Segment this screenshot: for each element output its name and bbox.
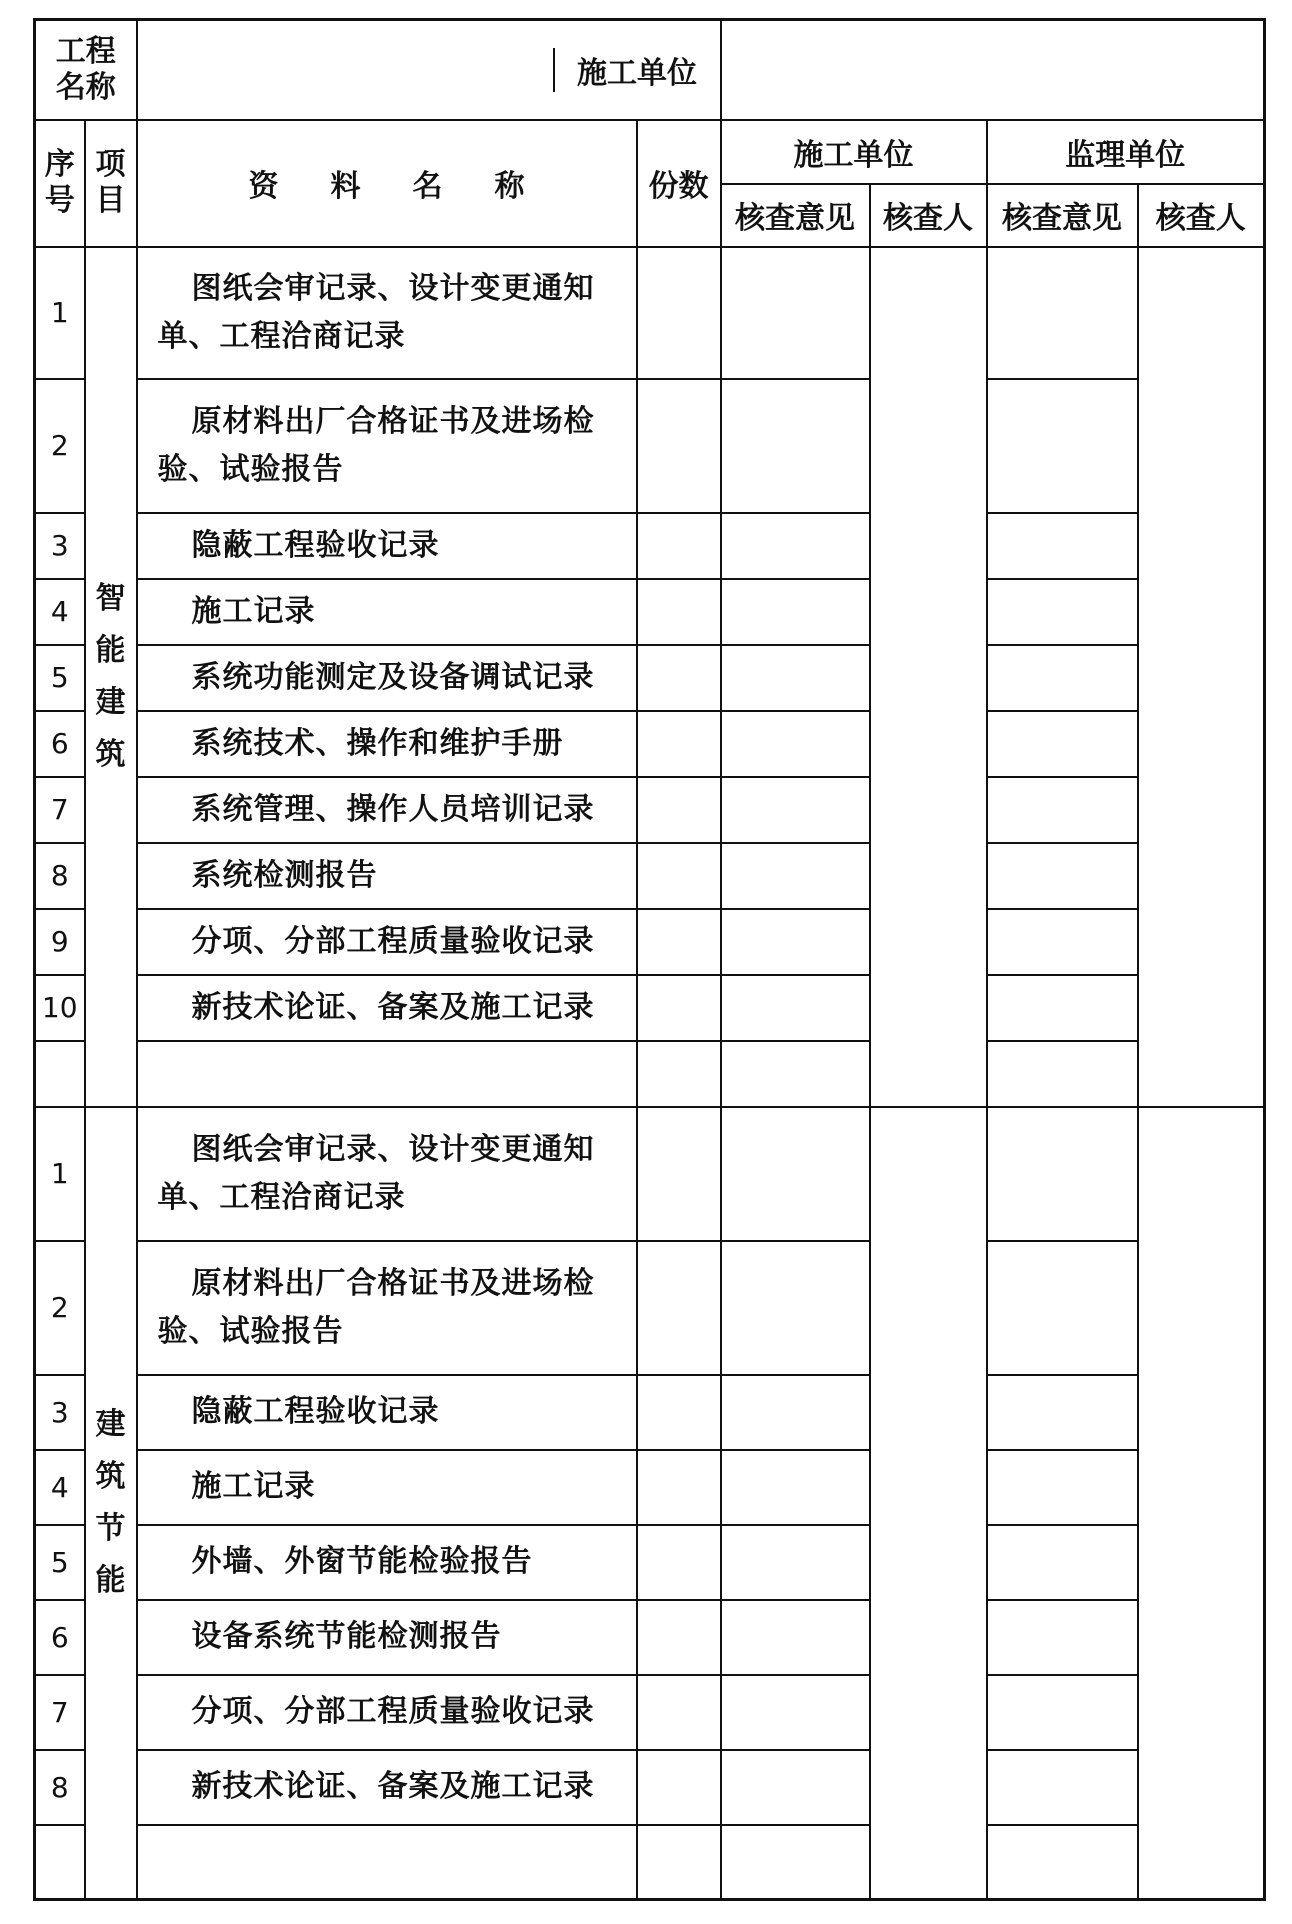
doc-name-cell — [137, 1600, 637, 1675]
doc-name-text: 外墙、外窗节能检验报告 — [191, 1544, 533, 1579]
copies-cell[interactable] — [637, 975, 721, 1041]
seq-header: 序 号 — [35, 120, 85, 247]
table-row — [35, 711, 1265, 777]
doc-name-text: 设备系统节能检测报告 — [191, 1619, 502, 1654]
doc-name-line-2: 验、试验报告 — [157, 451, 344, 487]
doc-name-cell — [137, 1241, 637, 1375]
supervisor-opinion-cell[interactable] — [987, 645, 1138, 711]
category-label: 建筑节能 — [85, 1107, 137, 1900]
supervisor-opinion-cell[interactable] — [987, 1041, 1138, 1107]
doc-name-line-1 — [158, 1126, 622, 1174]
doc-name-cell — [137, 1041, 637, 1107]
doc-name-text: 系统技术、操作和维护手册 — [191, 725, 564, 761]
table-row — [35, 909, 1265, 975]
doc-name-line-1 — [158, 522, 622, 570]
contractor-opinion-cell[interactable] — [721, 1241, 870, 1375]
copies-cell[interactable] — [637, 1375, 721, 1450]
table-row — [35, 777, 1265, 843]
table-row — [35, 1825, 1265, 1900]
contractor-opinion-cell[interactable] — [721, 1041, 870, 1107]
doc-name-text: 施工记录 — [191, 1469, 316, 1504]
doc-name-cell — [137, 975, 637, 1041]
doc-name-cell — [137, 777, 637, 843]
row-number: 2 — [35, 1241, 85, 1375]
doc-name-cell — [137, 579, 637, 645]
contractor-opinion-cell[interactable] — [721, 1825, 870, 1900]
table-row — [35, 1525, 1265, 1600]
doc-name-cell — [137, 1675, 637, 1750]
contractor-opinion-cell[interactable] — [721, 379, 870, 513]
table-row — [35, 1450, 1265, 1525]
row-number: 6 — [35, 1600, 85, 1675]
doc-name-text: 分项、分部工程质量验收记录 — [191, 923, 595, 959]
doc-name-text: 系统功能测定及设备调试记录 — [191, 659, 595, 695]
copies-cell[interactable] — [637, 711, 721, 777]
supervisor-opinion-cell[interactable] — [987, 975, 1138, 1041]
contractor-opinion-cell[interactable] — [721, 1107, 870, 1241]
table-row — [35, 247, 1265, 379]
doc-name-cell — [137, 513, 637, 579]
row-number — [35, 1041, 85, 1107]
row-number: 6 — [35, 711, 85, 777]
row-number: 3 — [35, 513, 85, 579]
doc-name-text: 原材料出厂合格证书及进场检 — [191, 1265, 595, 1301]
doc-name-cell — [137, 1750, 637, 1825]
supervisor-opinion-cell[interactable] — [987, 1600, 1138, 1675]
copies-cell[interactable] — [637, 1041, 721, 1107]
table-row — [35, 579, 1265, 645]
supervisor-opinion-cell[interactable] — [987, 1375, 1138, 1450]
doc-name-line-1 — [158, 1613, 622, 1661]
contractor-opinion-cell[interactable] — [721, 1375, 870, 1450]
contractor-opinion-cell[interactable] — [721, 1450, 870, 1525]
doc-name-cell — [137, 711, 637, 777]
row-number: 2 — [35, 379, 85, 513]
supervisor-opinion-cell[interactable] — [987, 1675, 1138, 1750]
copies-cell[interactable] — [637, 513, 721, 579]
copies-cell[interactable] — [637, 843, 721, 909]
supervisor-group-header: 监理单位 — [987, 120, 1265, 184]
doc-name-text: 隐蔽工程验收记录 — [191, 1394, 440, 1429]
supervisor-opinion-cell[interactable] — [987, 843, 1138, 909]
doc-name-cell — [137, 843, 637, 909]
doc-name-line-2: 验、试验报告 — [157, 1313, 344, 1349]
table-row — [35, 1241, 1265, 1375]
supervisor-opinion-cell[interactable] — [987, 379, 1138, 513]
supervisor-opinion-header: 核查意见 — [987, 184, 1138, 247]
doc-name-text: 图纸会审记录、设计变更通知 — [191, 270, 595, 306]
doc-name-line-1 — [158, 918, 622, 966]
doc-name-line-1 — [158, 1463, 622, 1511]
contractor-opinion-cell[interactable] — [721, 711, 870, 777]
doc-name-text: 新技术论证、备案及施工记录 — [191, 1769, 595, 1804]
copies-cell[interactable] — [637, 379, 721, 513]
contractor-opinion-cell[interactable] — [721, 579, 870, 645]
table-row — [35, 1375, 1265, 1450]
supervisor-opinion-cell[interactable] — [987, 1750, 1138, 1825]
doc-name-cell — [137, 379, 637, 513]
contractor-opinion-cell[interactable] — [721, 1600, 870, 1675]
table-row — [35, 645, 1265, 711]
table-row — [35, 1107, 1265, 1241]
row-number: 4 — [35, 579, 85, 645]
doc-name-line-1 — [158, 654, 622, 702]
doc-name-line-1 — [158, 852, 622, 900]
contractor-opinion-header: 核查意见 — [721, 184, 870, 247]
contractor-opinion-cell[interactable] — [721, 777, 870, 843]
copies-cell[interactable] — [637, 1825, 721, 1900]
copies-cell[interactable] — [637, 247, 721, 379]
supervisor-opinion-cell[interactable] — [987, 711, 1138, 777]
doc-name-cell — [137, 1450, 637, 1525]
copies-cell[interactable] — [637, 777, 721, 843]
copies-cell[interactable] — [637, 1525, 721, 1600]
row-number: 1 — [35, 1107, 85, 1241]
supervisor-opinion-cell[interactable] — [987, 1241, 1138, 1375]
contractor-label: 施工单位 — [553, 48, 720, 92]
supervisor-checker-cell[interactable] — [1138, 1107, 1265, 1900]
contractor-opinion-cell[interactable] — [721, 975, 870, 1041]
table-row — [35, 843, 1265, 909]
copies-cell[interactable] — [637, 909, 721, 975]
table-row — [35, 975, 1265, 1041]
table-row — [35, 1600, 1265, 1675]
contractor-opinion-cell[interactable] — [721, 909, 870, 975]
copies-cell[interactable] — [637, 645, 721, 711]
table-row — [35, 1041, 1265, 1107]
supervisor-opinion-cell[interactable] — [987, 909, 1138, 975]
doc-name-header: 资 料 名 称 — [137, 120, 637, 247]
table-row — [35, 1750, 1265, 1825]
copies-header: 份数 — [637, 120, 721, 247]
doc-name-text: 系统管理、操作人员培训记录 — [191, 791, 595, 827]
doc-name-cell — [137, 1825, 637, 1900]
row-number — [35, 1825, 85, 1900]
doc-name-text: 隐蔽工程验收记录 — [191, 527, 440, 563]
row-number: 8 — [35, 843, 85, 909]
contractor-opinion-cell[interactable] — [721, 645, 870, 711]
supervisor-opinion-cell[interactable] — [987, 777, 1138, 843]
contractor-opinion-cell[interactable] — [721, 1675, 870, 1750]
project-name-field[interactable] — [137, 20, 721, 120]
doc-name-cell — [137, 645, 637, 711]
contractor-checker-header: 核查人 — [870, 184, 987, 247]
table-row — [35, 513, 1265, 579]
doc-name-line-1 — [158, 1538, 622, 1586]
contractor-opinion-cell[interactable] — [721, 843, 870, 909]
contractor-opinion-cell[interactable] — [721, 247, 870, 379]
row-number: 7 — [35, 1675, 85, 1750]
row-number: 1 — [35, 247, 85, 379]
contractor-opinion-cell[interactable] — [721, 1525, 870, 1600]
supervisor-opinion-cell[interactable] — [987, 1107, 1138, 1241]
supervisor-opinion-cell[interactable] — [987, 579, 1138, 645]
row-number: 4 — [35, 1450, 85, 1525]
table-row — [35, 379, 1265, 513]
doc-name-line-2: 单、工程洽商记录 — [157, 318, 406, 354]
contractor-opinion-cell[interactable] — [721, 513, 870, 579]
copies-cell[interactable] — [637, 1450, 721, 1525]
supervisor-opinion-cell[interactable] — [987, 513, 1138, 579]
contractor-checker-cell[interactable] — [870, 247, 987, 1107]
doc-name-line-1 — [158, 588, 622, 636]
doc-name-text: 新技术论证、备案及施工记录 — [191, 989, 595, 1025]
copies-cell[interactable] — [637, 1675, 721, 1750]
project-name-label: 工程 名称 — [35, 20, 137, 120]
row-number: 9 — [35, 909, 85, 975]
document-checklist-table — [33, 18, 1266, 1901]
doc-name-line-1 — [158, 1688, 622, 1736]
doc-name-line-1 — [158, 1260, 622, 1308]
category-label: 智能建筑 — [85, 247, 137, 1107]
doc-name-line-2: 单、工程洽商记录 — [157, 1179, 406, 1215]
row-number: 5 — [35, 1525, 85, 1600]
doc-name-line-1 — [158, 1763, 622, 1811]
doc-name-cell — [137, 909, 637, 975]
row-number: 10 — [35, 975, 85, 1041]
doc-name-line-1 — [158, 720, 622, 768]
doc-name-text: 施工记录 — [191, 593, 316, 629]
doc-name-line-1 — [158, 265, 622, 313]
doc-name-line-1 — [158, 1388, 622, 1436]
checklist-form — [33, 18, 1266, 1901]
row-number: 3 — [35, 1375, 85, 1450]
row-number: 8 — [35, 1750, 85, 1825]
doc-name-line-1 — [158, 1838, 622, 1886]
copies-cell[interactable] — [637, 1750, 721, 1825]
copies-cell[interactable] — [637, 579, 721, 645]
supervisor-opinion-cell[interactable] — [987, 1450, 1138, 1525]
supervisor-checker-header: 核查人 — [1138, 184, 1265, 247]
doc-name-line-1 — [158, 1050, 622, 1098]
column-header-row-1 — [35, 120, 1265, 184]
doc-name-text: 图纸会审记录、设计变更通知 — [191, 1131, 595, 1167]
doc-name-text: 分项、分部工程质量验收记录 — [191, 1694, 595, 1729]
table-row — [35, 1675, 1265, 1750]
contractor-checker-cell[interactable] — [870, 1107, 987, 1900]
doc-name-text: 系统检测报告 — [191, 857, 378, 893]
supervisor-opinion-cell[interactable] — [987, 1825, 1138, 1900]
contractor-group-header: 施工单位 — [721, 120, 987, 184]
contractor-name-field[interactable] — [721, 20, 1265, 120]
doc-name-line-1 — [158, 786, 622, 834]
doc-name-line-1 — [158, 398, 622, 446]
row-number: 5 — [35, 645, 85, 711]
copies-cell[interactable] — [637, 1241, 721, 1375]
doc-name-cell — [137, 247, 637, 379]
copies-cell[interactable] — [637, 1600, 721, 1675]
copies-cell[interactable] — [637, 1107, 721, 1241]
row-number: 7 — [35, 777, 85, 843]
item-header: 项 目 — [85, 120, 137, 247]
supervisor-opinion-cell[interactable] — [987, 247, 1138, 379]
supervisor-checker-cell[interactable] — [1138, 247, 1265, 1107]
project-header-row — [35, 20, 1265, 120]
project-name-value[interactable] — [138, 48, 553, 92]
supervisor-opinion-cell[interactable] — [987, 1525, 1138, 1600]
doc-name-cell — [137, 1375, 637, 1450]
doc-name-cell — [137, 1525, 637, 1600]
doc-name-text: 原材料出厂合格证书及进场检 — [191, 403, 595, 439]
contractor-opinion-cell[interactable] — [721, 1750, 870, 1825]
doc-name-line-1 — [158, 984, 622, 1032]
doc-name-cell — [137, 1107, 637, 1241]
